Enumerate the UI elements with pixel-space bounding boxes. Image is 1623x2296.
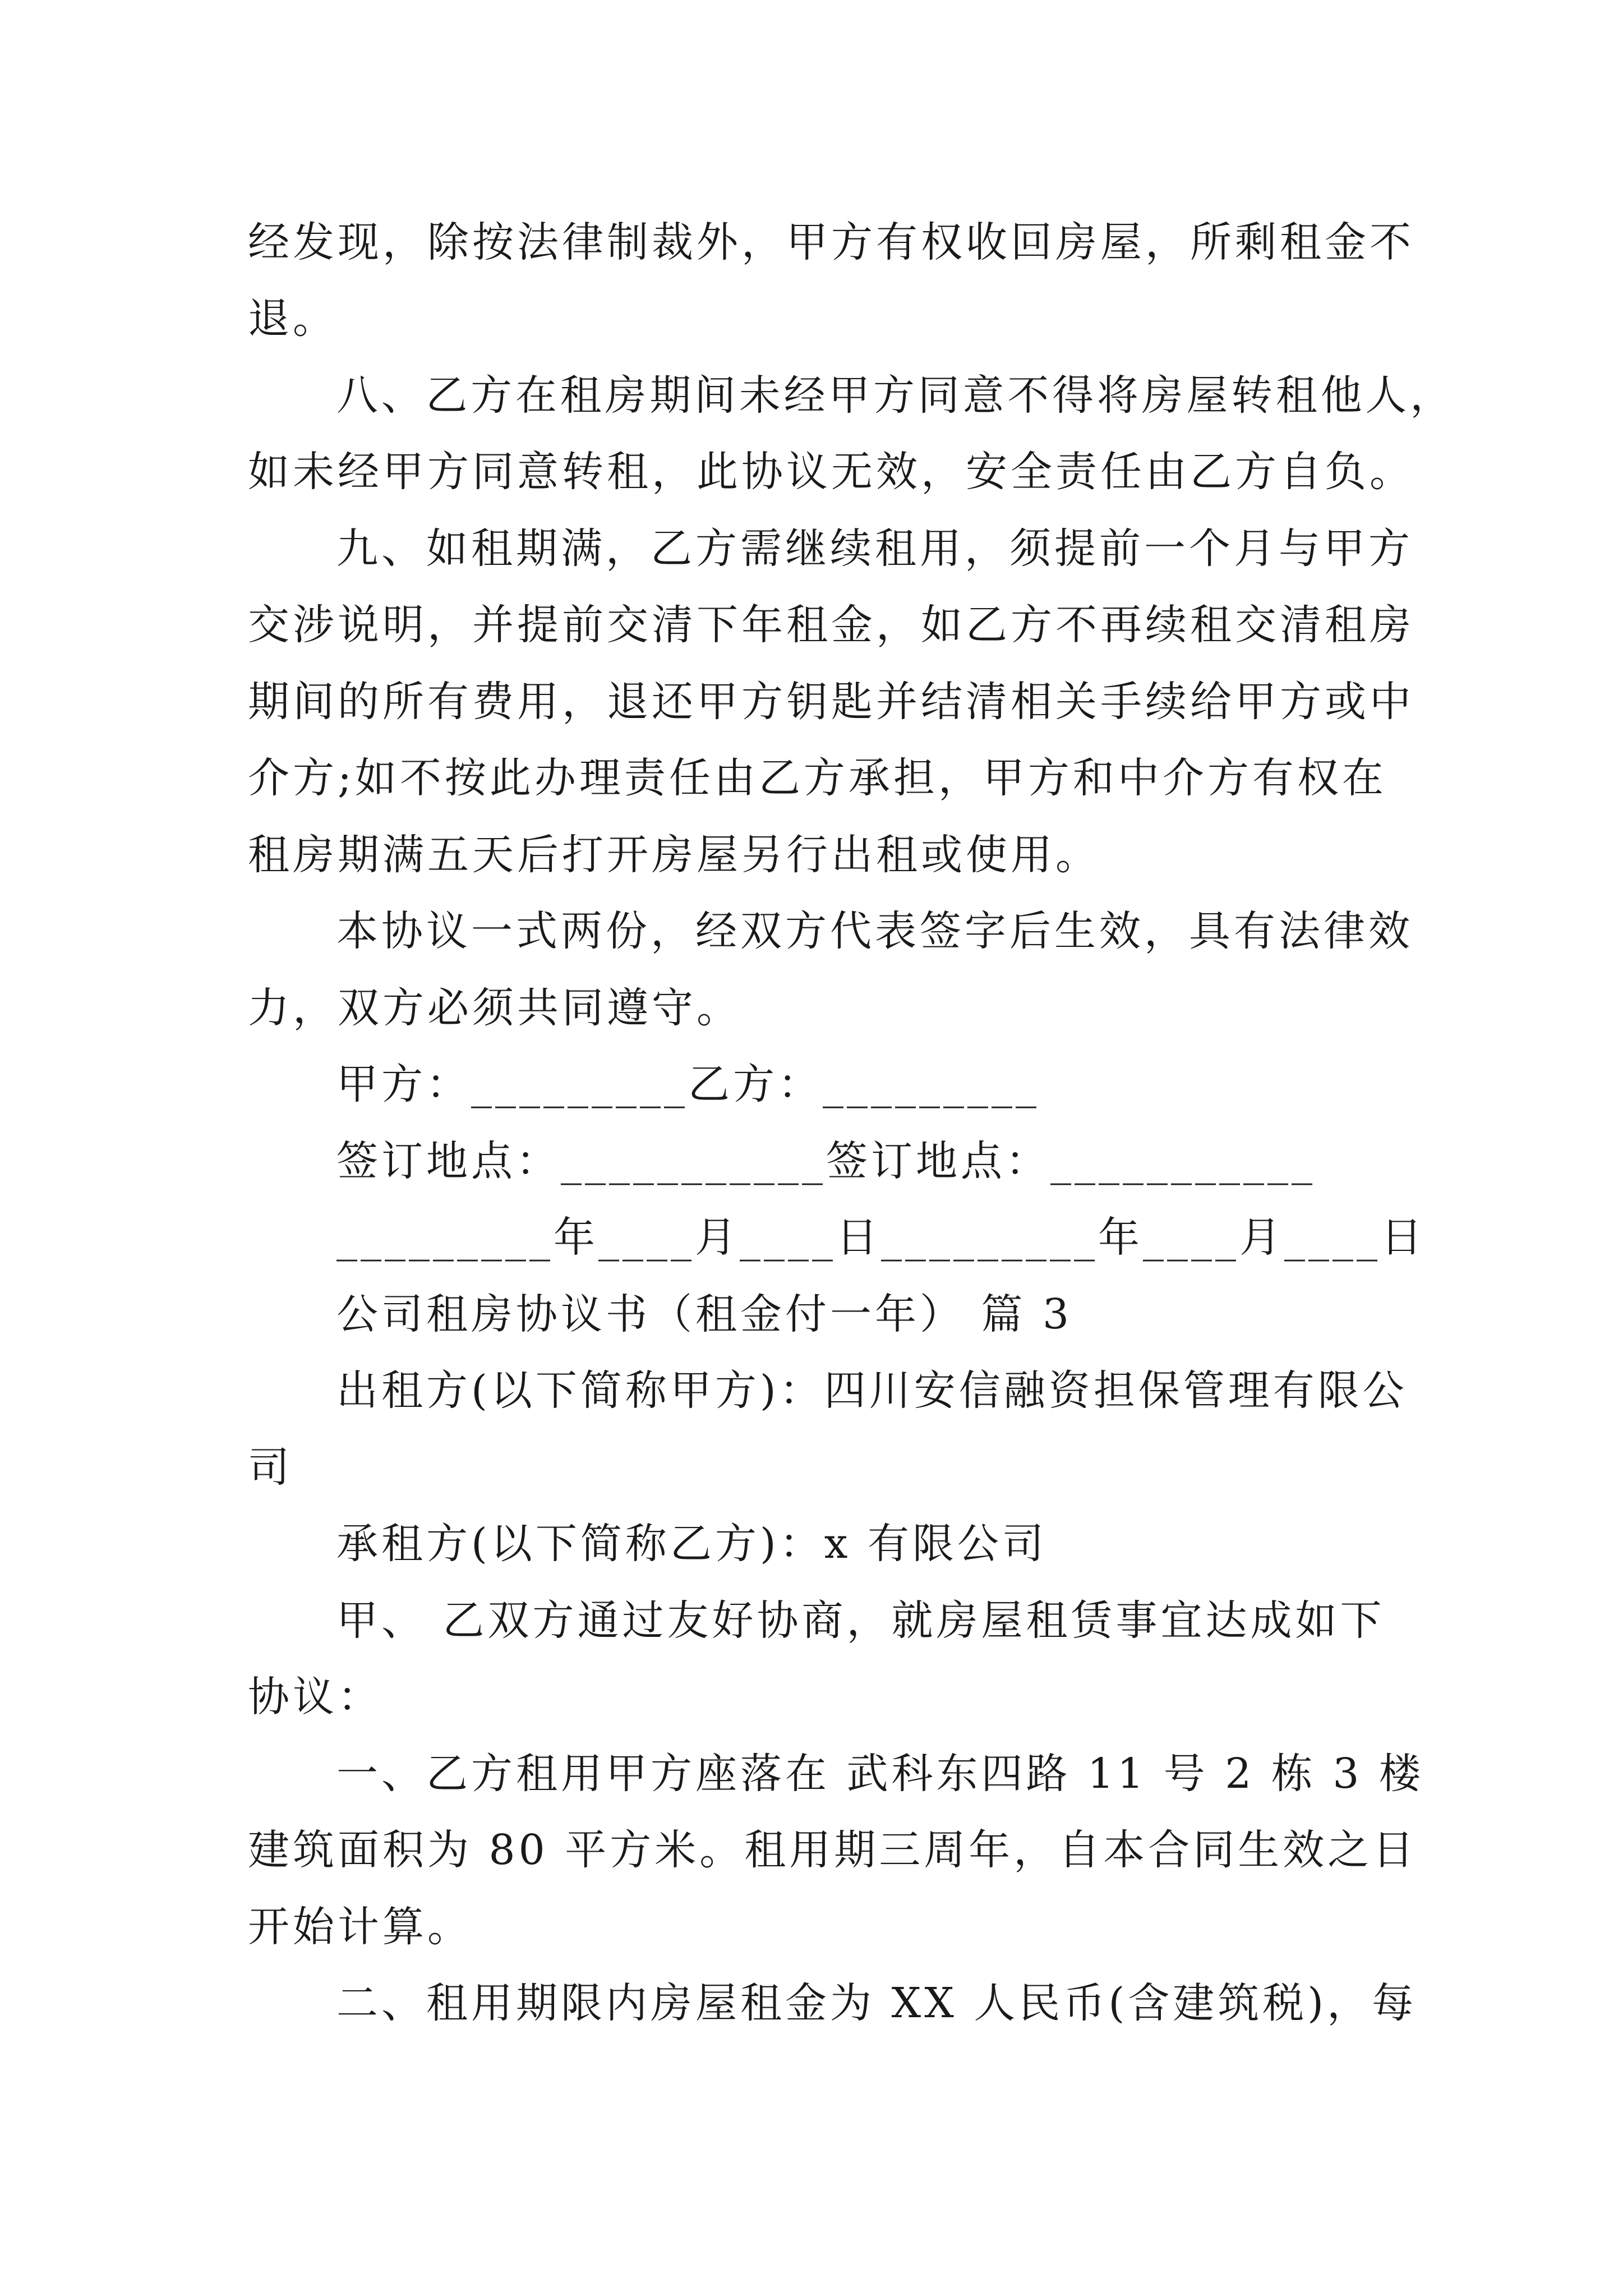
text-line: 租房期满五天后打开房屋另行出租或使用。 [248, 831, 1100, 879]
text-line: 二、租用期限内房屋租金为 XX 人民币(含建筑税)，每 [336, 1979, 1417, 2027]
text-line: 甲、 乙双方通过友好协商，就房屋租赁事宜达成如下 [336, 1596, 1385, 1645]
text-line: 介方;如不按此办理责任由乙方承担，甲方和中介方有权在 [248, 754, 1387, 802]
text-line: 建筑面积为 80 平方米。租用期三周年，自本合同生效之日 [248, 1826, 1418, 1874]
text-line: 开始计算。 [248, 1903, 472, 1951]
signature-place-line: 签订地点：___________签订地点：___________ [336, 1137, 1316, 1185]
text-line: 力，双方必须共同遵守。 [248, 984, 741, 1032]
text-line: 本协议一式两份，经双方代表签字后生效，具有法律效 [336, 907, 1413, 955]
text-line: 如未经甲方同意转租，此协议无效，安全责任由乙方自负。 [248, 448, 1414, 496]
text-line: 九、如租期满，乙方需继续租用，须提前一个月与甲方 [336, 524, 1413, 573]
text-line: 司 [248, 1443, 293, 1492]
text-line: 一、乙方租用甲方座落在 武科东四路 11 号 2 栋 3 楼 [336, 1750, 1424, 1798]
text-line: 承租方(以下简称乙方)：x 有限公司 [336, 1520, 1047, 1568]
text-line: 交涉说明，并提前交清下年租金，如乙方不再续租交清租房 [248, 601, 1414, 649]
text-line: 期间的所有费用，退还甲方钥匙并结清相关手续给甲方或中 [248, 678, 1414, 726]
text-line: 经发现，除按法律制裁外，甲方有权收回房屋，所剩租金不 [248, 218, 1414, 266]
text-line: 出租方(以下简称甲方)：四川安信融资担保管理有限公 [336, 1366, 1408, 1415]
section-heading: 公司租房协议书（租金付一年） 篇 3 [336, 1290, 1073, 1338]
signature-party-line: 甲方：_________乙方：_________ [336, 1060, 1040, 1108]
text-line: 八、乙方在租房期间未经甲方同意不得将房屋转租他人， [336, 371, 1455, 420]
text-line: 退。 [248, 295, 338, 343]
signature-date-line: _________年____月____日_________年____月____日 [336, 1213, 1426, 1262]
text-line: 协议： [248, 1673, 382, 1721]
